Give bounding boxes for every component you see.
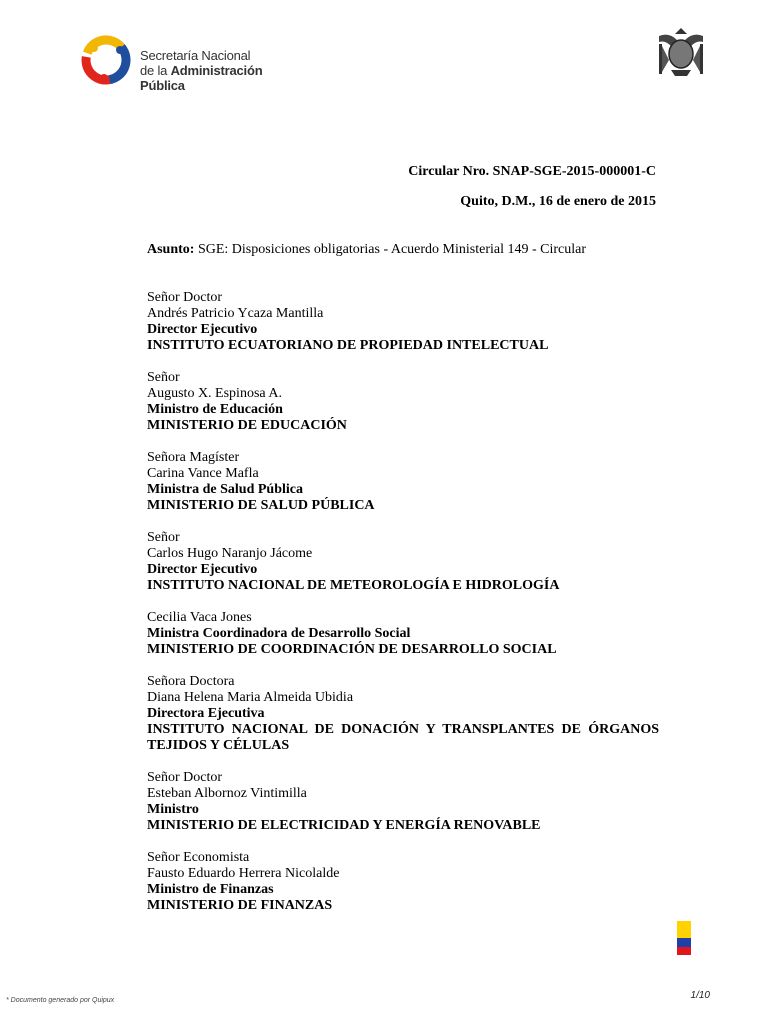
logo-line2-prefix: de la bbox=[140, 63, 171, 78]
recipient-name: Augusto X. Espinosa A. bbox=[147, 386, 282, 401]
recipient bbox=[147, 770, 659, 834]
recipient-honorific: Señor bbox=[147, 530, 180, 545]
subject-line bbox=[147, 242, 586, 258]
logo-line2 bbox=[140, 63, 310, 93]
flag-red bbox=[677, 947, 691, 955]
recipient-name: Carina Vance Mafla bbox=[147, 466, 259, 481]
recipient bbox=[147, 674, 659, 754]
recipient-name: Esteban Albornoz Vintimilla bbox=[147, 786, 307, 801]
recipient bbox=[147, 450, 659, 514]
logo-line1: Secretaría Nacional bbox=[140, 48, 251, 63]
recipient-institution: INSTITUTO ECUATORIANO DE PROPIEDAD INTELECTUAL bbox=[147, 338, 549, 353]
recipient-institution: MINISTERIO DE COORDINACIÓN DE DESARROLLO SOCIAL bbox=[147, 642, 557, 657]
page-number: 1/10 bbox=[690, 990, 710, 1001]
flag-blue bbox=[677, 938, 691, 947]
snap-logo bbox=[80, 34, 310, 93]
logo-text bbox=[140, 48, 310, 93]
logo-line2-bold: Administración Pública bbox=[140, 63, 263, 93]
recipient-honorific: Señor Doctor bbox=[147, 770, 223, 785]
recipient-honorific: Señor Economista bbox=[147, 850, 250, 865]
recipient-name: Andrés Patricio Ycaza Mantilla bbox=[147, 306, 324, 321]
footer-note: * Documento generado por Quipux bbox=[6, 997, 115, 1004]
recipient-position: Ministro de Educación bbox=[147, 402, 283, 417]
recipient-institution: MINISTERIO DE FINANZAS bbox=[147, 898, 333, 913]
recipient-name: Diana Helena Maria Almeida Ubidia bbox=[147, 690, 354, 705]
recipient-position: Director Ejecutivo bbox=[147, 562, 258, 577]
recipient-institution: MINISTERIO DE ELECTRICIDAD Y ENERGÍA RENOVABLE bbox=[147, 818, 541, 833]
reference-block bbox=[408, 164, 656, 210]
recipient bbox=[147, 290, 659, 354]
recipient-position: Director Ejecutivo bbox=[147, 322, 258, 337]
recipient bbox=[147, 610, 659, 658]
recipient-position: Directora Ejecutiva bbox=[147, 706, 265, 721]
recipient-position: Ministra Coordinadora de Desarrollo Social bbox=[147, 626, 411, 641]
recipient-institution: INSTITUTO NACIONAL DE METEOROLOGÍA E HIDROLOGÍA bbox=[147, 578, 560, 593]
recipient bbox=[147, 850, 659, 914]
snap-logo-icon bbox=[80, 34, 132, 86]
recipient-honorific: Señora Doctora bbox=[147, 674, 235, 689]
recipient-position: Ministra de Salud Pública bbox=[147, 482, 303, 497]
recipient-institution-line2: TEJIDOS Y CÉLULAS bbox=[147, 738, 290, 753]
coat-of-arms-icon bbox=[653, 26, 709, 80]
subject-text: SGE: Disposiciones obligatorias - Acuerdo Ministerial 149 - Circular bbox=[194, 242, 587, 257]
recipient-name: Carlos Hugo Naranjo Jácome bbox=[147, 546, 313, 561]
circular-number: Circular Nro. SNAP-SGE-2015-000001-C bbox=[408, 164, 656, 179]
recipient-institution: MINISTERIO DE SALUD PÚBLICA bbox=[147, 498, 375, 513]
recipient-name: Fausto Eduardo Herrera Nicolalde bbox=[147, 866, 340, 881]
recipient-name: Cecilia Vaca Jones bbox=[147, 610, 252, 625]
recipient bbox=[147, 530, 659, 594]
recipient-honorific: Señor bbox=[147, 370, 180, 385]
recipient bbox=[147, 370, 659, 434]
recipient-position: Ministro de Finanzas bbox=[147, 882, 274, 897]
recipients-list bbox=[147, 290, 659, 930]
recipient-institution: MINISTERIO DE EDUCACIÓN bbox=[147, 418, 347, 433]
flag-yellow bbox=[677, 921, 691, 938]
subject-label: Asunto: bbox=[147, 242, 195, 257]
recipient-honorific: Señor Doctor bbox=[147, 290, 223, 305]
ecuador-flag-icon bbox=[677, 921, 691, 955]
recipient-institution: INSTITUTO NACIONAL DE DONACIÓN Y TRANSPLANTES DE ÓRGANOS bbox=[147, 722, 659, 737]
recipient-position: Ministro bbox=[147, 802, 199, 817]
place-date: Quito, D.M., 16 de enero de 2015 bbox=[460, 194, 656, 209]
recipient-honorific: Señora Magíster bbox=[147, 450, 240, 465]
